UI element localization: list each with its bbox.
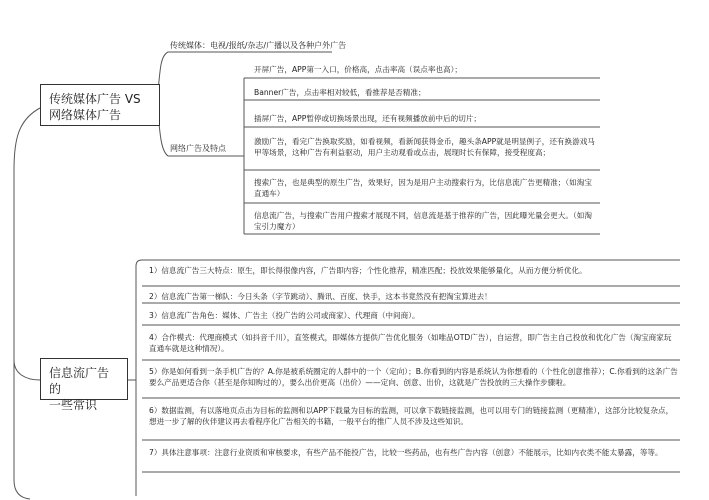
network-item-feed: 信息流广告，与搜索广告用户搜索才展现不同，信息流是基于推荐的广告，因此曝光量会更大。（如淘宝引力魔方） <box>254 211 592 231</box>
feed-item-6: 6）数据监测，有以落地页点击为目标的监测和以APP下载量为目标的监测，可以拿下载链接监测，也可以用专门的链接监测（更精准），这部分比较复杂点，想进一步了解的伙伴建议再去看程序化广告相关的书籍，一般平台的推广人员不涉及这些知识。 <box>149 406 674 426</box>
network-item-incentive: 激励广告，看完广告换取奖励，如看视频，看新闻获得金币，趣头条APP就是明显例子，还有换游戏马甲等场景，这种广告有利益驱动，用户主动观看或点击，展现时长有保障，接受程度高； <box>254 137 595 157</box>
root-2-line-1: 信息流广告的 <box>49 366 110 396</box>
root-node-feed-ad-basics <box>40 358 128 412</box>
traditional-media-label: 传统媒体：电视/报纸/杂志/广播以及各种户外广告 <box>170 41 347 50</box>
network-ad-label: 网络广告及特点 <box>170 144 226 153</box>
root-node-traditional-vs-network <box>40 84 160 126</box>
spine-to-root2 <box>14 360 40 380</box>
feed-item-5: 5）你是如何看到一条手机广告的？A.你是被系统圈定的人群中的一个（定向）；B.你看到的内容是系统认为你想看的（个性化创意推荐）；C.你看到的这条广告要么产品更适合你（甚至是你知购过的），要么出价更高（出价）——定向、创意、出价，这就是广告投放的三大操作步骤啦。 <box>149 367 678 387</box>
spine-connector <box>14 108 40 499</box>
root-1-line-2: 网络媒体广告 <box>49 108 122 122</box>
feed-item-2: 2）信息流广告第一梯队：今日头条（字节跳动）、腾讯、百度、快手，这本书竟然没有把淘宝算进去！ <box>149 292 492 301</box>
root-1-line-1: 传统媒体广告 VS <box>49 92 141 106</box>
feed-item-4: 4）合作模式：代理商模式（如抖音千川），直签模式，即媒体方提供广告优化服务（如唯品OTD广告），自运营，即广告主自己投放和优化广告（淘宝商家玩直通车就是这种情况）。 <box>149 333 672 353</box>
root-2-line-2: 一些常识 <box>49 398 98 412</box>
feed-item-3: 3）信息流广告角色：媒体、广告主（投广告的公司或商家）、代理商（中间商）。 <box>149 311 420 320</box>
network-item-interstitial: 插屏广告，APP暂停或切换场景出现，还有视频播放前中后的切片； <box>254 114 481 123</box>
network-item-splash: 开屏广告，APP第一入口，价格高，点击率高（误点率也高）； <box>254 65 462 74</box>
feed-item-1: 1）信息流广告三大特点：原生，即长得很像内容，广告即内容；个性化推荐，精准匹配；投放效果能够量化，从而方便分析优化。 <box>149 266 587 275</box>
network-item-banner: Banner广告，点击率相对较低，看推荐是否精准； <box>254 88 426 97</box>
feed-item-7: 7）具体注意事项：注意行业资质和审核要求，有些产品不能投广告，比较一些药品，也有些广告内容（创意）不能展示，比如内衣类不能太暴露，等等。 <box>149 448 663 457</box>
network-item-search: 搜索广告，也是典型的原生广告，效果好，因为是用户主动搜索行为，比信息流广告更精准；（如淘宝直通车） <box>254 178 592 198</box>
